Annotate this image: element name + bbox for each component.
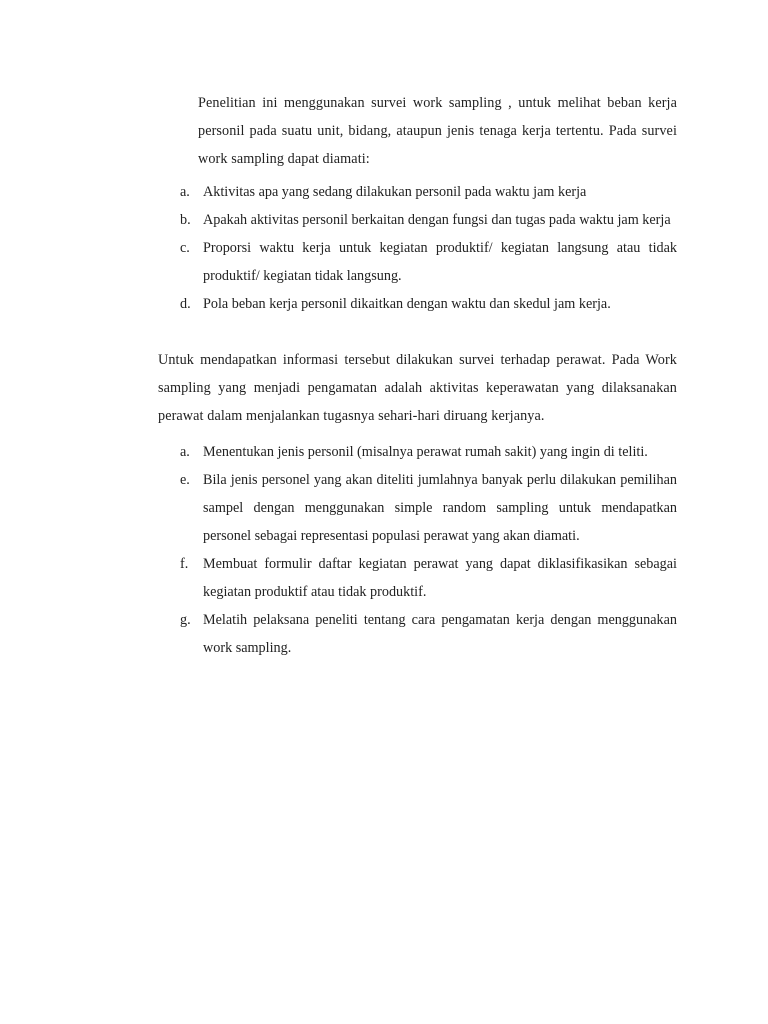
- intro-paragraph: Penelitian ini menggunakan survei work sampling , untuk melihat beban kerja personil pada suatu unit, bidang, ataupun jenis tenaga kerja tertentu. Pada survei work sampling dapat diamati:: [198, 95, 677, 167]
- list-marker: e.: [180, 472, 190, 488]
- list-item-text: Menentukan jenis personil (misalnya perawat rumah sakit) yang ingin di teliti.: [203, 444, 648, 460]
- list-item: [180, 206, 677, 234]
- list-item-text: Bila jenis personel yang akan diteliti jumlahnya banyak perlu dilakukan pemilihan sampel dengan menggunakan simple random sampling untuk mendapatkan personel sebagai representasi populasi perawat yang akan diamati.: [203, 472, 677, 544]
- list-marker: g.: [180, 612, 191, 628]
- observation-list: [180, 178, 677, 318]
- list-marker: a.: [180, 184, 190, 200]
- middle-paragraph: Untuk mendapatkan informasi tersebut dilakukan survei terhadap perawat. Pada Work sampling yang menjadi pengamatan adalah aktivitas keperawatan yang dilaksanakan perawat dalam menjalankan tugasnya sehari-hari diruang kerjanya.: [158, 352, 677, 424]
- list-item-text: Proporsi waktu kerja untuk kegiatan produktif/ kegiatan langsung atau tidak produktif/ kegiatan tidak langsung.: [203, 240, 677, 284]
- list-item: [180, 466, 677, 550]
- list-item-text: Melatih pelaksana peneliti tentang cara pengamatan kerja dengan menggunakan work sampling.: [203, 612, 677, 656]
- list-item-text: Pola beban kerja personil dikaitkan dengan waktu dan skedul jam kerja.: [203, 296, 611, 312]
- list-item: [180, 550, 677, 606]
- list-item-text: Apakah aktivitas personil berkaitan dengan fungsi dan tugas pada waktu jam kerja: [203, 212, 671, 228]
- list-item: [180, 234, 677, 290]
- steps-list: [180, 438, 677, 662]
- list-marker: d.: [180, 296, 191, 312]
- list-marker: b.: [180, 212, 191, 228]
- list-item: [180, 606, 677, 662]
- list-marker: f.: [180, 556, 189, 572]
- list-item: [180, 290, 677, 318]
- list-item: [180, 178, 677, 206]
- list-item: [180, 438, 677, 466]
- list-item-text: Aktivitas apa yang sedang dilakukan personil pada waktu jam kerja: [203, 184, 587, 200]
- list-marker: a.: [180, 444, 190, 460]
- list-marker: c.: [180, 240, 190, 256]
- list-item-text: Membuat formulir daftar kegiatan perawat yang dapat diklasifikasikan sebagai kegiatan produktif atau tidak produktif.: [203, 556, 677, 600]
